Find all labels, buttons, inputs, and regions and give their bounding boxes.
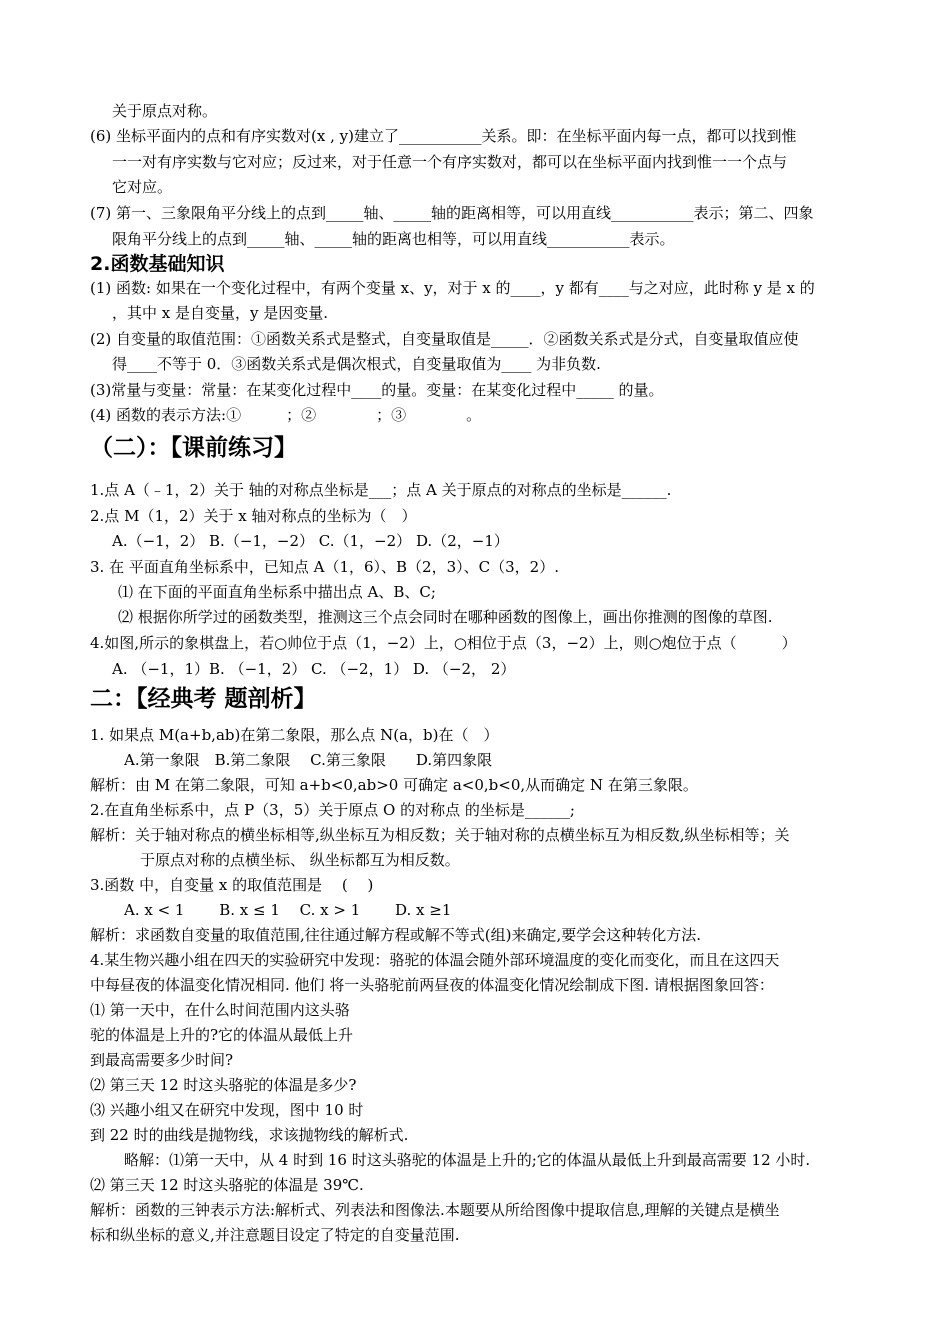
- text-line: (3)常量与变量：常量：在某变化过程中____的量。变量：在某变化过程中_____ 的量。: [90, 381, 664, 399]
- section-heading: 2.函数基础知识: [90, 253, 225, 275]
- text-line: A. （−1，1）B. （−1，2） C. （−2，1） D. （−2， 2）: [112, 660, 516, 678]
- text-line: (7) 第一、三象限角平分线上的点到_____轴、_____轴的距离相等，可以用直线___________表示；第二、四象: [90, 204, 814, 222]
- text-line: (6) 坐标平面内的点和有序实数对(x , y)建立了___________关系。即：在坐标平面内每一点，都可以找到惟: [90, 127, 797, 145]
- text-line: 于原点对称的点横坐标、 纵坐标都互为相反数。: [140, 851, 460, 869]
- text-line: ⑴ 第一天中，在什么时间范围内这头骆: [90, 1001, 350, 1019]
- text-line: 标和纵坐标的意义,并注意题目设定了特定的自变量范围.: [90, 1226, 460, 1244]
- text-line: 解析：由 M 在第二象限，可知 a+b<0,ab>0 可确定 a<0,b<0,从而确定 N 在第三象限。: [90, 776, 698, 794]
- text-line: ，其中 x 是自变量，y 是因变量.: [112, 304, 329, 322]
- text-line: 解析：关于轴对称点的横坐标相等,纵坐标互为相反数；关于轴对称的点横坐标互为相反数,纵坐标相等；关: [90, 826, 790, 844]
- text-line: ⑵ 第三天 12 时这头骆驼的体温是多少?: [90, 1076, 357, 1094]
- text-line: ⑴ 在下面的平面直角坐标系中描出点 A、B、C;: [118, 583, 436, 601]
- text-line: 关于原点对称。: [112, 102, 218, 120]
- text-line: A.第一象限 B.第二象限 C.第三象限 D.第四象限: [124, 751, 493, 769]
- section-heading: 二：【经典考 题剖析】: [90, 686, 317, 712]
- text-line: 到 22 时的曲线是抛物线，求该抛物线的解析式.: [90, 1126, 409, 1144]
- text-line: 解析：函数的三钟表示方法:解析式、列表法和图像法.本题要从所给图像中提取信息,理解的关键点是横坐: [90, 1201, 780, 1219]
- text-line: 解析：求函数自变量的取值范围,往往通过解方程或解不等式(组)来确定,要学会这种转化方法.: [90, 926, 702, 944]
- text-line: 略解：⑴第一天中，从 4 时到 16 时这头骆驼的体温是上升的;它的体温从最低上升到最高需要 12 小时.: [124, 1151, 811, 1169]
- text-line: 1. 如果点 M(a+b,ab)在第二象限，那么点 N(a，b)在（ ）: [90, 726, 499, 744]
- text-line: 4.如图,所示的象棋盘上，若○帅位于点（1，−2）上，○相位于点（3，−2）上，则○炮位于点（ ）: [90, 634, 797, 652]
- text-line: 驼的体温是上升的?它的体温从最低上升: [90, 1026, 354, 1044]
- text-line: ⑶ 兴趣小组又在研究中发现，图中 10 时: [90, 1101, 364, 1119]
- text-line: A. x < 1 B. x ≤ 1 C. x > 1 D. x ≥1: [124, 901, 452, 919]
- text-line: ⑵ 根据你所学过的函数类型，推测这三个点会同时在哪种函数的图像上，画出你推测的图像的草图.: [118, 608, 773, 626]
- text-line: (1) 函数: 如果在一个变化过程中，有两个变量 x、y，对于 x 的____，y 都有____与之对应，此时称 y 是 x 的: [90, 279, 815, 297]
- text-line: 限角平分线上的点到_____轴、_____轴的距离也相等，可以用直线___________表示。: [112, 230, 675, 248]
- text-line: 一一对有序实数与它对应；反过来，对于任意一个有序实数对，都可以在坐标平面内找到惟一一个点与: [112, 153, 788, 171]
- text-line: 1.点 A（﹣1，2）关于 轴的对称点坐标是___；点 A 关于原点的对称点的坐标是______.: [90, 481, 672, 499]
- text-line: 中每昼夜的体温变化情况相同. 他们 将一头骆驼前两昼夜的体温变化情况绘制成下图. 请根据图象回答：: [90, 976, 774, 994]
- section-heading: （二）：【课前练习】: [90, 435, 297, 461]
- text-line: ⑵ 第三天 12 时这头骆驼的体温是 39℃.: [90, 1176, 364, 1194]
- text-line: 3.函数 中，自变量 x 的取值范围是 ( ): [90, 876, 374, 894]
- text-line: 2.在直角坐标系中，点 P（3，5）关于原点 O 的对称点 的坐标是______;: [90, 801, 575, 819]
- text-line: (4) 函数的表示方法:① ；② ；③ 。: [90, 406, 482, 424]
- text-line: 得____不等于 0．③函数关系式是偶次根式，自变量取值为____ 为非负数.: [112, 355, 601, 373]
- text-line: (2) 自变量的取值范围：①函数关系式是整式，自变量取值是_____．②函数关系式是分式，自变量取值应使: [90, 330, 799, 348]
- text-line: 4.某生物兴趣小组在四天的实验研究中发现：骆驼的体温会随外部环境温度的变化而变化，而且在这四天: [90, 951, 780, 969]
- text-line: 到最高需要多少时间?: [90, 1051, 234, 1069]
- text-line: 3. 在 平面直角坐标系中，已知点 A（1，6）、B（2，3）、C（3，2）.: [90, 558, 559, 576]
- text-line: 它对应。: [112, 178, 173, 196]
- text-line: 2.点 M（1，2）关于 x 轴对称点的坐标为（ ）: [90, 507, 417, 525]
- text-line: A.（−1，2） B.（−1，−2） C.（1，−2） D.（2，−1）: [112, 532, 509, 550]
